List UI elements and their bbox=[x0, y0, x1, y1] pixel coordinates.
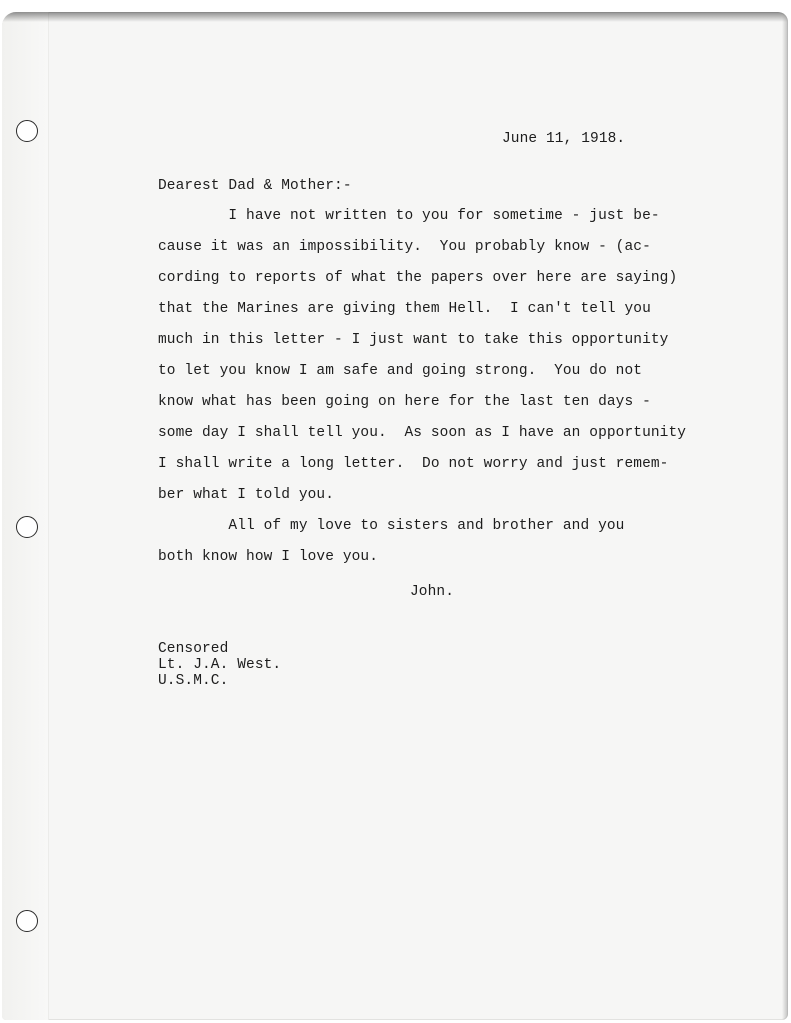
letter-line: much in this letter - I just want to take this opportunity bbox=[158, 332, 669, 348]
punch-hole-bottom bbox=[16, 910, 38, 932]
page-top-edge bbox=[2, 12, 788, 22]
letter-line: I shall write a long letter. Do not worry and just remem- bbox=[158, 456, 669, 472]
letter-line: some day I shall tell you. As soon as I have an opportunity bbox=[158, 425, 687, 441]
censor-unit: U.S.M.C. bbox=[158, 673, 229, 689]
punch-hole-middle bbox=[16, 516, 38, 538]
page-right-edge bbox=[782, 12, 788, 1020]
letter-line: that the Marines are giving them Hell. I can't tell you bbox=[158, 301, 651, 317]
letter-signature: John. bbox=[410, 584, 455, 600]
letter-line: All of my love to sisters and brother and you bbox=[158, 518, 625, 534]
letter-line: cording to reports of what the papers over here are saying) bbox=[158, 270, 678, 286]
letter-line: cause it was an impossibility. You probably know - (ac- bbox=[158, 239, 651, 255]
letter-line: I have not written to you for sometime - just be- bbox=[158, 208, 660, 224]
censor-officer: Lt. J.A. West. bbox=[158, 657, 282, 673]
letter-salutation: Dearest Dad & Mother:- bbox=[158, 178, 352, 194]
letter-line: to let you know I am safe and going strong. You do not bbox=[158, 363, 643, 379]
letter-line: know what has been going on here for the last ten days - bbox=[158, 394, 651, 410]
letter-line: both know how I love you. bbox=[158, 549, 379, 565]
punch-hole-top bbox=[16, 120, 38, 142]
letter-page bbox=[2, 12, 788, 1020]
censor-label: Censored bbox=[158, 641, 229, 657]
letter-date: June 11, 1918. bbox=[502, 131, 626, 147]
letter-line: ber what I told you. bbox=[158, 487, 335, 503]
